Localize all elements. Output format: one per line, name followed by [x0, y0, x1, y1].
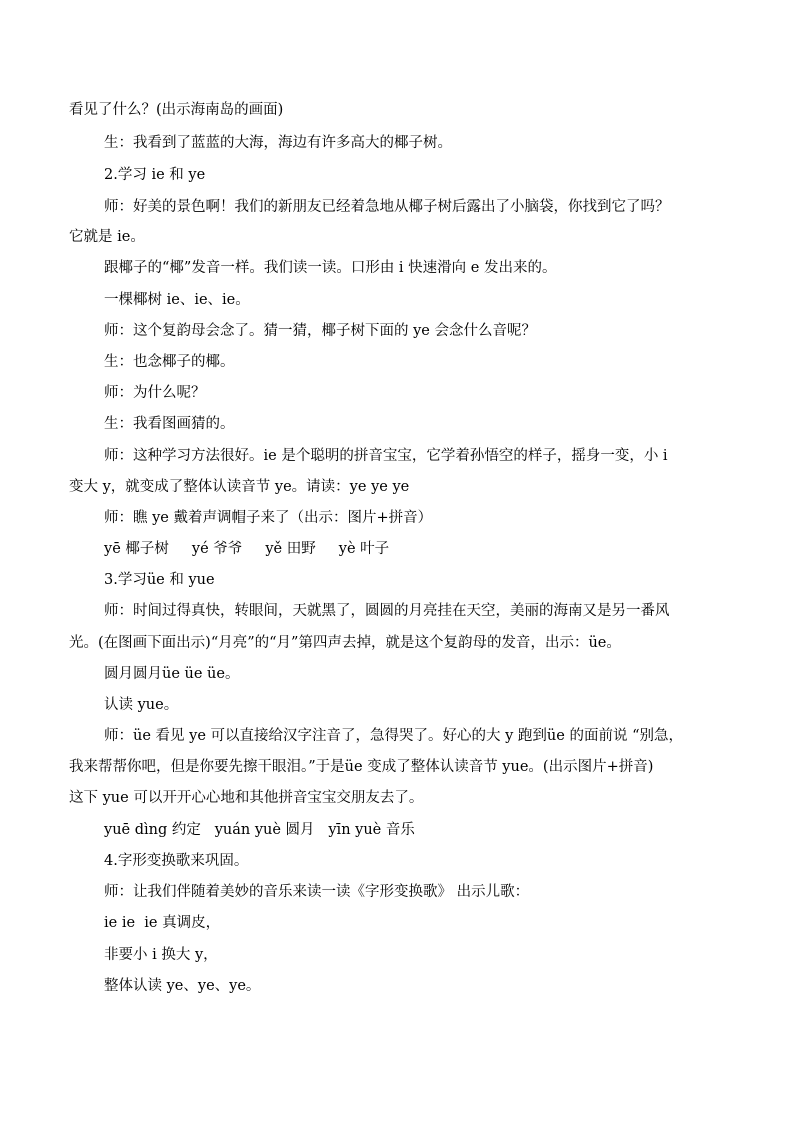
text-line: 师：瞧 ye 戴着声调帽子来了（出示：图片+拼音）: [104, 510, 433, 526]
text-line: 师：时间过得真快，转眼间，天就黑了，圆圆的月亮挂在天空，美丽的海南又是另一番风: [104, 603, 670, 619]
text-line: 变大 y，就变成了整体认读音节 ye。请读：ye ye ye: [69, 479, 410, 495]
text-line: 生：也念椰子的椰。: [104, 354, 235, 370]
text-line: 师：这种学习方法很好。ie 是个聪明的拼音宝宝，它学着孙悟空的样子，摇身一变，小 i: [104, 448, 668, 464]
pinyin-line: yē 椰子树 yé 爷爷 yě 田野 yè 叶子: [104, 541, 390, 557]
text-line: 我来帮帮你吧，但是你要先擦干眼泪。”于是üe 变成了整体认读音节 yue。(出示图片+拼音): [69, 759, 654, 775]
text-line: 圆月圆月üe üe üe。: [104, 666, 240, 682]
text-line: 一棵椰树 ie、ie、ie。: [104, 292, 250, 308]
text-line: 这下 yue 可以开开心心地和其他拼音宝宝交朋友去了。: [69, 790, 424, 806]
section-heading: 3.学习üe 和 yue: [104, 572, 215, 588]
text-line: 它就是 ie。: [69, 229, 145, 245]
text-line: 师：为什么呢？: [104, 385, 206, 401]
text-line: 认读 yue。: [104, 697, 179, 713]
text-line: 生：我看图画猜的。: [104, 416, 235, 432]
verse-line: ie ie ie 真调皮，: [104, 915, 221, 931]
section-heading: 4.字形变换歌来巩固。: [104, 853, 249, 869]
text-line: 看见了什么？(出示海南岛的画面): [69, 102, 284, 118]
text-line: 跟椰子的“椰”发音一样。我们读一读。口形由 i 快速滑向 e 发出来的。: [104, 260, 557, 276]
text-line: 师：让我们伴随着美妙的音乐来读一读《字形变换歌》 出示儿歌：: [104, 884, 530, 900]
pinyin-line: yuē dìng 约定 yuán yuè 圆月 yīn yuè 音乐: [104, 822, 415, 838]
verse-line: 非要小 i 换大 y，: [104, 947, 218, 963]
text-line: 师：好美的景色啊！我们的新朋友已经着急地从椰子树后露出了小脑袋，你找到它了吗？: [104, 199, 670, 215]
text-line: 师：üe 看见 ye 可以直接给汉字注音了，急得哭了。好心的大 y 跑到üe 的面前说 “别急，: [104, 728, 683, 744]
text-line: 光。(在图画下面出示)“月亮”的“月”第四声去掉，就是这个复韵母的发音，出示：üe。: [69, 635, 621, 651]
text-line: 师：这个复韵母会念了。猜一猜，椰子树下面的 ye 会念什么音呢？: [104, 323, 536, 339]
section-heading: 2.学习 ie 和 ye: [104, 167, 206, 183]
verse-line: 整体认读 ye、ye、ye。: [104, 978, 261, 994]
text-line: 生：我看到了蓝蓝的大海，海边有许多高大的椰子树。: [104, 135, 452, 151]
